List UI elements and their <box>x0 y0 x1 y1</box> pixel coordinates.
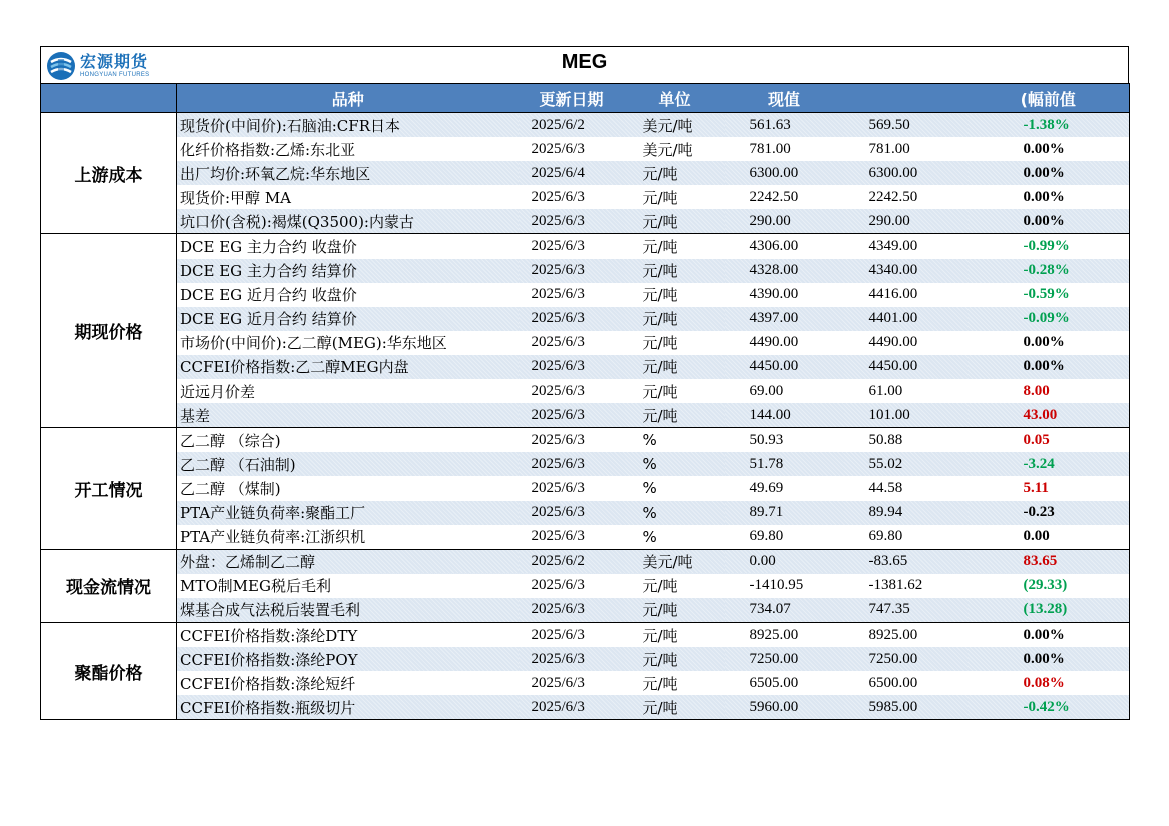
variety-cell: DCE EG 主力合约 收盘价 <box>177 234 519 259</box>
current-value-cell: 8925.00 <box>725 622 844 647</box>
date-cell: 2025/6/3 <box>519 137 625 161</box>
table-row <box>41 403 1130 428</box>
change-cell: -0.99% <box>968 234 1130 259</box>
date-cell: 2025/6/3 <box>519 428 625 453</box>
meg-table <box>40 83 1130 720</box>
previous-value-cell: -1381.62 <box>844 574 968 598</box>
previous-value-cell: 4349.00 <box>844 234 968 259</box>
table-row <box>41 355 1130 379</box>
unit-cell: 元/吨 <box>625 622 725 647</box>
date-cell: 2025/6/3 <box>519 525 625 550</box>
date-cell: 2025/6/2 <box>519 549 625 574</box>
previous-value-cell: 50.88 <box>844 428 968 453</box>
unit-cell: 元/吨 <box>625 647 725 671</box>
unit-cell: 元/吨 <box>625 259 725 283</box>
previous-value-cell: 781.00 <box>844 137 968 161</box>
unit-cell: 元/吨 <box>625 379 725 403</box>
table-row <box>41 525 1130 550</box>
current-value-cell: 4306.00 <box>725 234 844 259</box>
table-row <box>41 161 1130 185</box>
variety-cell: 市场价(中间价):乙二醇(MEG):华东地区 <box>177 331 519 355</box>
table-row <box>41 428 1130 453</box>
current-value-cell: 4328.00 <box>725 259 844 283</box>
variety-cell: CCFEI价格指数:涤纶短纤 <box>177 671 519 695</box>
current-value-cell: 5960.00 <box>725 695 844 720</box>
previous-value-cell: 61.00 <box>844 379 968 403</box>
unit-cell: % <box>625 476 725 500</box>
table-row <box>41 379 1130 403</box>
current-value-cell: 4490.00 <box>725 331 844 355</box>
header-category <box>41 84 177 113</box>
previous-value-cell: 2242.50 <box>844 185 968 209</box>
header-current: 现值 <box>725 84 844 113</box>
date-cell: 2025/6/3 <box>519 647 625 671</box>
current-value-cell: 4397.00 <box>725 307 844 331</box>
category-label: 上游成本 <box>41 113 177 234</box>
variety-cell: 乙二醇 （石油制) <box>177 452 519 476</box>
logo-english-name: HONGYUAN FUTURES <box>80 72 150 78</box>
change-cell: 43.00 <box>968 403 1130 428</box>
change-cell: 0.08% <box>968 671 1130 695</box>
date-cell: 2025/6/3 <box>519 307 625 331</box>
change-cell: 0.00% <box>968 185 1130 209</box>
unit-cell: 元/吨 <box>625 161 725 185</box>
date-cell: 2025/6/3 <box>519 501 625 525</box>
date-cell: 2025/6/3 <box>519 259 625 283</box>
current-value-cell: 781.00 <box>725 137 844 161</box>
variety-cell: 乙二醇 （煤制) <box>177 476 519 500</box>
variety-cell: 基差 <box>177 403 519 428</box>
table-row <box>41 622 1130 647</box>
change-cell: 8.00 <box>968 379 1130 403</box>
change-cell: 0.00% <box>968 137 1130 161</box>
previous-value-cell: 6500.00 <box>844 671 968 695</box>
previous-value-cell: 290.00 <box>844 209 968 234</box>
unit-cell: 美元/吨 <box>625 113 725 138</box>
table-row <box>41 307 1130 331</box>
unit-cell: % <box>625 428 725 453</box>
variety-cell: 近远月价差 <box>177 379 519 403</box>
unit-cell: % <box>625 501 725 525</box>
date-cell: 2025/6/3 <box>519 574 625 598</box>
unit-cell: % <box>625 452 725 476</box>
current-value-cell: 144.00 <box>725 403 844 428</box>
variety-cell: 煤基合成气法税后装置毛利 <box>177 598 519 623</box>
date-cell: 2025/6/2 <box>519 113 625 138</box>
previous-value-cell: -83.65 <box>844 549 968 574</box>
date-cell: 2025/6/3 <box>519 403 625 428</box>
table-body <box>41 113 1130 720</box>
unit-cell: 元/吨 <box>625 574 725 598</box>
current-value-cell: 51.78 <box>725 452 844 476</box>
header-change: (幅前值 <box>968 84 1130 113</box>
variety-cell: CCFEI价格指数:涤纶DTY <box>177 622 519 647</box>
previous-value-cell: 4401.00 <box>844 307 968 331</box>
date-cell: 2025/6/3 <box>519 283 625 307</box>
change-cell: 0.00% <box>968 209 1130 234</box>
current-value-cell: 6505.00 <box>725 671 844 695</box>
variety-cell: DCE EG 近月合约 结算价 <box>177 307 519 331</box>
previous-value-cell: 4340.00 <box>844 259 968 283</box>
variety-cell: DCE EG 近月合约 收盘价 <box>177 283 519 307</box>
change-cell: 0.00% <box>968 647 1130 671</box>
previous-value-cell: 8925.00 <box>844 622 968 647</box>
table-row <box>41 476 1130 500</box>
date-cell: 2025/6/3 <box>519 452 625 476</box>
variety-cell: CCFEI价格指数:涤纶POY <box>177 647 519 671</box>
change-cell: (29.33) <box>968 574 1130 598</box>
change-cell: -0.59% <box>968 283 1130 307</box>
previous-value-cell: 747.35 <box>844 598 968 623</box>
change-cell: -1.38% <box>968 113 1130 138</box>
previous-value-cell: 101.00 <box>844 403 968 428</box>
previous-value-cell: 5985.00 <box>844 695 968 720</box>
unit-cell: 元/吨 <box>625 331 725 355</box>
table-row <box>41 549 1130 574</box>
current-value-cell: 734.07 <box>725 598 844 623</box>
date-cell: 2025/6/3 <box>519 355 625 379</box>
table-row <box>41 137 1130 161</box>
unit-cell: 元/吨 <box>625 355 725 379</box>
unit-cell: 元/吨 <box>625 234 725 259</box>
current-value-cell: -1410.95 <box>725 574 844 598</box>
change-cell: 0.05 <box>968 428 1130 453</box>
previous-value-cell: 569.50 <box>844 113 968 138</box>
unit-cell: 美元/吨 <box>625 549 725 574</box>
table-row <box>41 259 1130 283</box>
unit-cell: % <box>625 525 725 550</box>
current-value-cell: 561.63 <box>725 113 844 138</box>
current-value-cell: 0.00 <box>725 549 844 574</box>
variety-cell: PTA产业链负荷率:聚酯工厂 <box>177 501 519 525</box>
date-cell: 2025/6/3 <box>519 695 625 720</box>
table-row <box>41 501 1130 525</box>
previous-value-cell: 69.80 <box>844 525 968 550</box>
table-row <box>41 574 1130 598</box>
header-unit: 单位 <box>625 84 725 113</box>
current-value-cell: 4390.00 <box>725 283 844 307</box>
category-label: 开工情况 <box>41 428 177 549</box>
table-row <box>41 331 1130 355</box>
table-row <box>41 695 1130 720</box>
category-label: 期现价格 <box>41 234 177 428</box>
previous-value-cell: 89.94 <box>844 501 968 525</box>
date-cell: 2025/6/3 <box>519 379 625 403</box>
category-label: 现金流情况 <box>41 549 177 622</box>
data-sheet <box>40 46 1129 720</box>
current-value-cell: 49.69 <box>725 476 844 500</box>
header-variety: 品种 <box>177 84 519 113</box>
previous-value-cell: 44.58 <box>844 476 968 500</box>
table-row <box>41 234 1130 259</box>
table-row <box>41 113 1130 138</box>
variety-cell: 现货价:甲醇 MA <box>177 185 519 209</box>
unit-cell: 元/吨 <box>625 695 725 720</box>
unit-cell: 美元/吨 <box>625 137 725 161</box>
table-row <box>41 647 1130 671</box>
variety-cell: 出厂均价:环氧乙烷:华东地区 <box>177 161 519 185</box>
current-value-cell: 89.71 <box>725 501 844 525</box>
table-row <box>41 671 1130 695</box>
change-cell: 0.00 <box>968 525 1130 550</box>
table-row <box>41 452 1130 476</box>
table-row <box>41 598 1130 623</box>
category-label: 聚酯价格 <box>41 622 177 719</box>
current-value-cell: 4450.00 <box>725 355 844 379</box>
previous-value-cell: 4416.00 <box>844 283 968 307</box>
date-cell: 2025/6/3 <box>519 331 625 355</box>
variety-cell: 现货价(中间价):石脑油:CFR日本 <box>177 113 519 138</box>
change-cell: 0.00% <box>968 331 1130 355</box>
change-cell: (13.28) <box>968 598 1130 623</box>
date-cell: 2025/6/3 <box>519 234 625 259</box>
unit-cell: 元/吨 <box>625 671 725 695</box>
date-cell: 2025/6/3 <box>519 671 625 695</box>
previous-value-cell: 4450.00 <box>844 355 968 379</box>
header-row <box>41 84 1130 113</box>
current-value-cell: 69.00 <box>725 379 844 403</box>
date-cell: 2025/6/3 <box>519 185 625 209</box>
previous-value-cell: 55.02 <box>844 452 968 476</box>
variety-cell: 乙二醇 （综合) <box>177 428 519 453</box>
unit-cell: 元/吨 <box>625 209 725 234</box>
current-value-cell: 2242.50 <box>725 185 844 209</box>
current-value-cell: 69.80 <box>725 525 844 550</box>
current-value-cell: 290.00 <box>725 209 844 234</box>
table-row <box>41 185 1130 209</box>
change-cell: 0.00% <box>968 355 1130 379</box>
variety-cell: CCFEI价格指数:瓶级切片 <box>177 695 519 720</box>
current-value-cell: 6300.00 <box>725 161 844 185</box>
sheet-title: MEG <box>561 51 608 73</box>
previous-value-cell: 6300.00 <box>844 161 968 185</box>
variety-cell: 坑口价(含税):褐煤(Q3500):内蒙古 <box>177 209 519 234</box>
unit-cell: 元/吨 <box>625 185 725 209</box>
unit-cell: 元/吨 <box>625 403 725 428</box>
variety-cell: CCFEI价格指数:乙二醇MEG内盘 <box>177 355 519 379</box>
variety-cell: 化纤价格指数:乙烯:东北亚 <box>177 137 519 161</box>
change-cell: 83.65 <box>968 549 1130 574</box>
unit-cell: 元/吨 <box>625 283 725 307</box>
change-cell: 0.00% <box>968 622 1130 647</box>
unit-cell: 元/吨 <box>625 598 725 623</box>
date-cell: 2025/6/3 <box>519 476 625 500</box>
unit-cell: 元/吨 <box>625 307 725 331</box>
header-previous <box>844 84 968 113</box>
previous-value-cell: 7250.00 <box>844 647 968 671</box>
change-cell: -0.09% <box>968 307 1130 331</box>
change-cell: 5.11 <box>968 476 1130 500</box>
date-cell: 2025/6/3 <box>519 209 625 234</box>
variety-cell: 外盘：乙烯制乙二醇 <box>177 549 519 574</box>
variety-cell: MTO制MEG税后毛利 <box>177 574 519 598</box>
title-bar <box>40 46 1129 83</box>
date-cell: 2025/6/4 <box>519 161 625 185</box>
change-cell: -3.24 <box>968 452 1130 476</box>
change-cell: 0.00% <box>968 161 1130 185</box>
table-row <box>41 209 1130 234</box>
change-cell: -0.28% <box>968 259 1130 283</box>
variety-cell: DCE EG 主力合约 结算价 <box>177 259 519 283</box>
logo-chinese-name: 宏源期货 <box>80 52 149 71</box>
header-date: 更新日期 <box>519 84 625 113</box>
current-value-cell: 50.93 <box>725 428 844 453</box>
date-cell: 2025/6/3 <box>519 598 625 623</box>
change-cell: -0.23 <box>968 501 1130 525</box>
date-cell: 2025/6/3 <box>519 622 625 647</box>
change-cell: -0.42% <box>968 695 1130 720</box>
table-row <box>41 283 1130 307</box>
previous-value-cell: 4490.00 <box>844 331 968 355</box>
current-value-cell: 7250.00 <box>725 647 844 671</box>
variety-cell: PTA产业链负荷率:江浙织机 <box>177 525 519 550</box>
